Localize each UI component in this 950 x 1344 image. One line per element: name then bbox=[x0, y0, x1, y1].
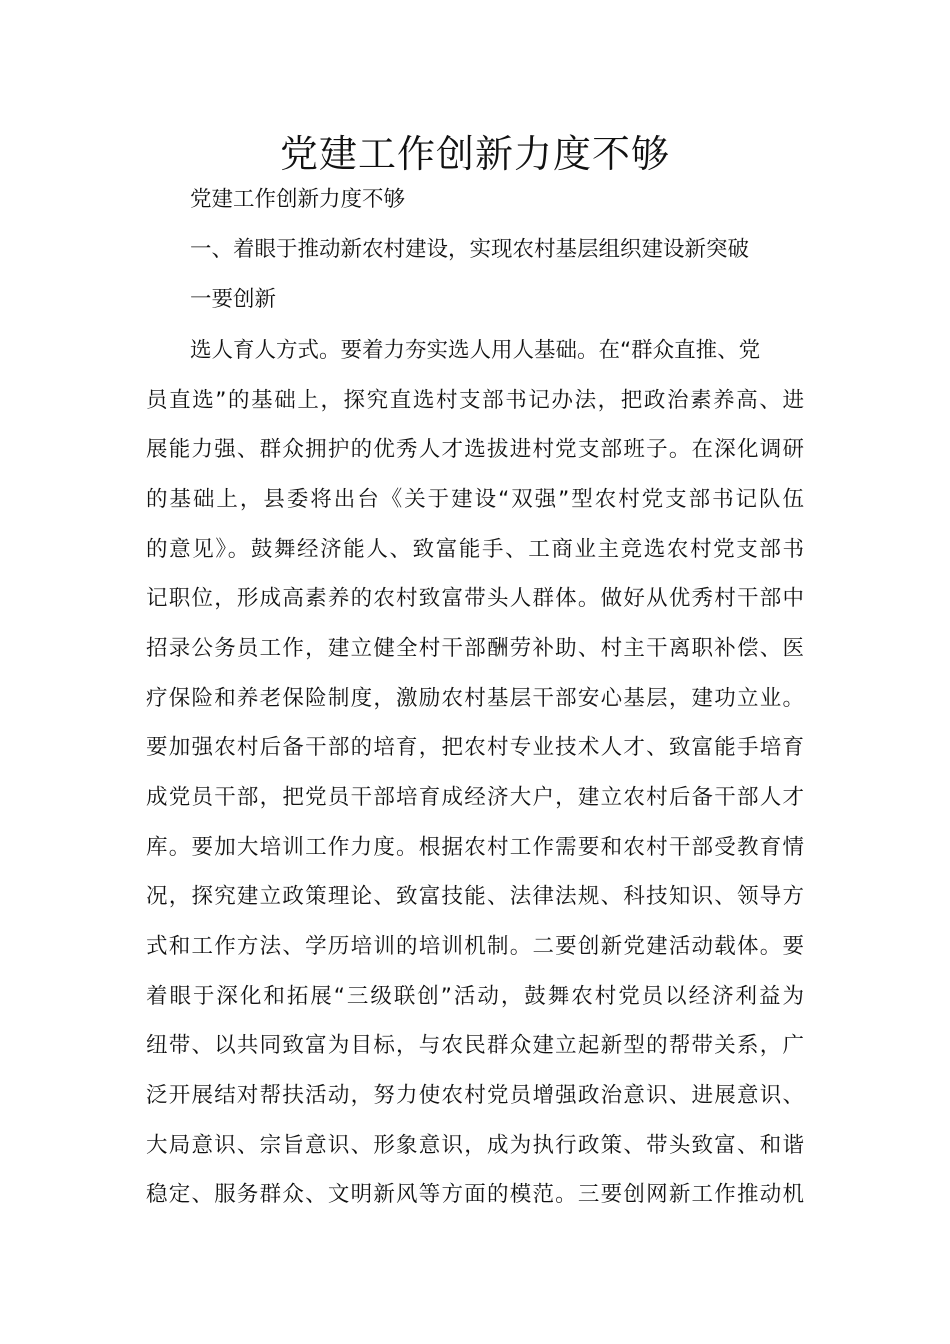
body-line: 要加强农村后备干部的培育，把农村专业技术人才、致富能手培育 bbox=[146, 735, 804, 760]
body-line: 疗保险和养老保险制度，激励农村基层干部安心基层，建功立业。 bbox=[146, 686, 804, 711]
body-line: 招录公务员工作，建立健全村干部酬劳补助、村主干离职补偿、医 bbox=[146, 636, 804, 661]
body-line: 况，探究建立政策理论、致富技能、法律法规、科技知识、领导方 bbox=[146, 884, 804, 909]
body-line: 展能力强、群众拥护的优秀人才选拔进村党支部班子。在深化调研 bbox=[146, 437, 804, 462]
body-line: 选人育人方式。要着力夯实选人用人基础。在“群众直推、党 bbox=[190, 338, 761, 363]
body-line: 纽带、以共同致富为目标，与农民群众建立起新型的帮带关系，广 bbox=[146, 1033, 804, 1058]
body-line: 的意见》。鼓舞经济能人、致富能手、工商业主竞选农村党支部书 bbox=[146, 537, 804, 562]
body-line: 的基础上，县委将出台《关于建设“双强”型农村党支部书记队伍 bbox=[146, 487, 804, 512]
body-line: 成党员干部，把党员干部培育成经济大户，建立农村后备干部人才 bbox=[146, 785, 804, 810]
section-heading: 一、着眼于推动新农村建设，实现农村基层组织建设新突破 bbox=[190, 237, 750, 262]
body-line: 员直选”的基础上，探究直选村支部书记办法，把政治素养高、进 bbox=[146, 388, 804, 413]
body-line: 式和工作方法、学历培训的培训机制。二要创新党建活动载体。要 bbox=[146, 934, 804, 959]
body-line: 大局意识、宗旨意识、形象意识，成为执行政策、带头致富、和谐 bbox=[146, 1133, 804, 1158]
sub-heading: 一要创新 bbox=[190, 287, 277, 312]
body-line: 稳定、服务群众、文明新风等方面的模范。三要创网新工作推动机 bbox=[146, 1182, 804, 1207]
body-line: 记职位，形成高素养的农村致富带头人群体。做好从优秀村干部中 bbox=[146, 586, 804, 611]
body-line: 库。要加大培训工作力度。根据农村工作需要和农村干部受教育情 bbox=[146, 835, 804, 860]
document-title: 党建工作创新力度不够 bbox=[279, 132, 670, 176]
body-line: 着眼于深化和拓展“三级联创”活动，鼓舞农村党员以经济利益为 bbox=[146, 984, 804, 1009]
body-line: 泛开展结对帮扶活动，努力使农村党员增强政治意识、进展意识、 bbox=[146, 1083, 804, 1108]
document-subtitle: 党建工作创新力度不够 bbox=[190, 187, 406, 212]
